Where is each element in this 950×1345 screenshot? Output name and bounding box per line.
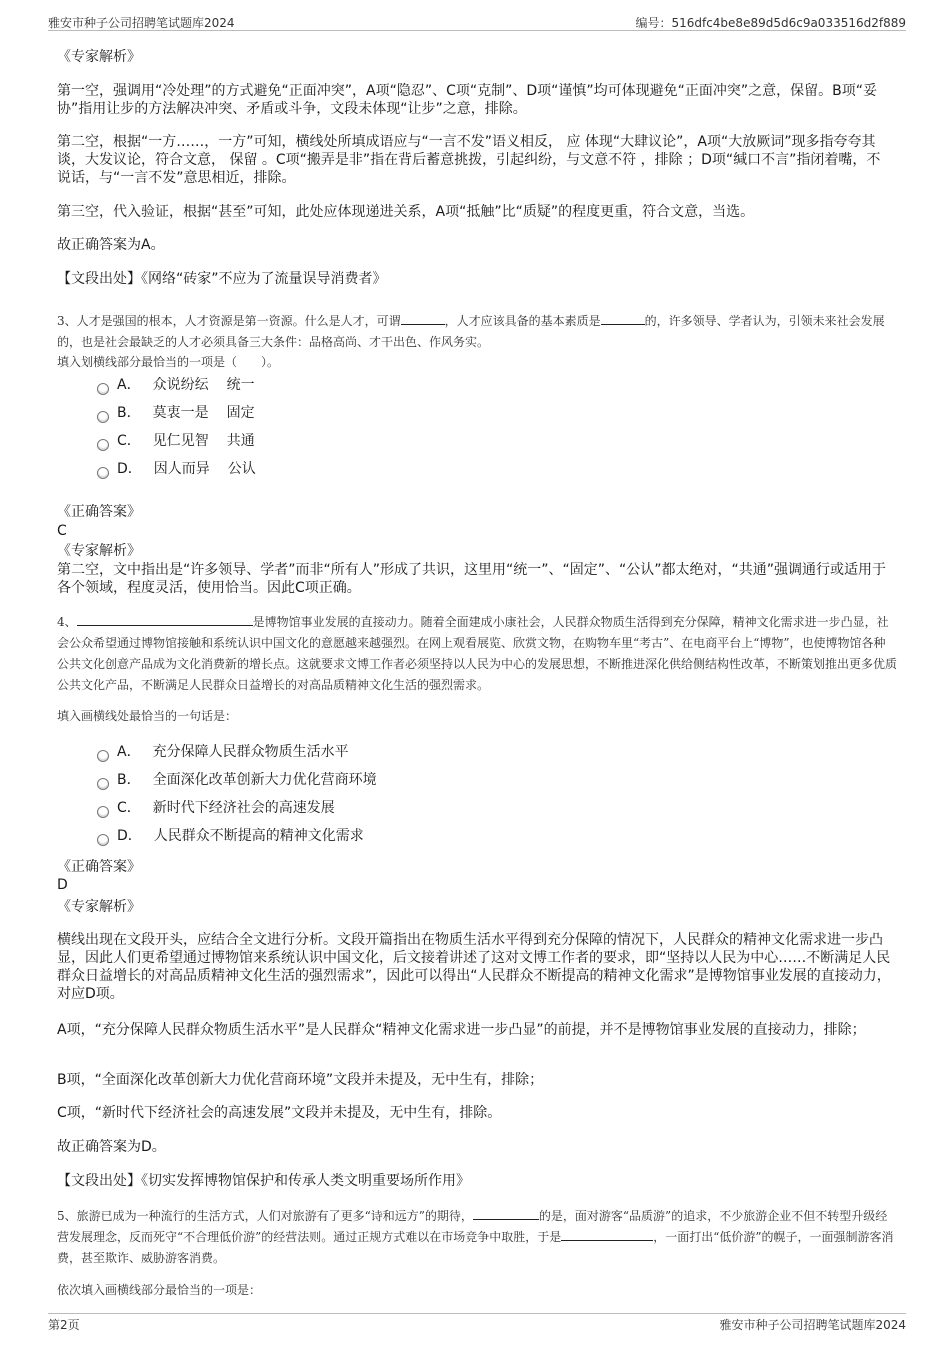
- q3-text-c: 的，许多领导、学者认为，引领未来社会发展的，也是社会最缺乏的人才必须具备三大条件：品格高尚、才干出色、作风务实。: [57, 314, 885, 349]
- q4-analysis-label: 《专家解析》: [57, 899, 141, 915]
- q4-answer-label: 《正确答案》: [57, 859, 141, 875]
- q4-answer-line: 故正确答案为D。: [57, 1139, 166, 1155]
- q3-analysis-label: 《专家解析》: [57, 543, 141, 559]
- q4-blank: [77, 613, 253, 626]
- q4-analysis-p3: B项，“全面深化改革创新大力优化营商环境”文段并未提及，无中生有，排除；: [57, 1072, 544, 1088]
- q4-option-a[interactable]: A． 充分保障人民群众物质生活水平: [97, 743, 349, 763]
- footer-title: 雅安市种子公司招聘笔试题库2024: [719, 1318, 906, 1332]
- q3-answer-label: 《正确答案》: [57, 504, 141, 520]
- q3-text-b: ，人才应该具备的基本素质是: [444, 314, 601, 328]
- page-footer: [48, 1313, 906, 1336]
- q4-option-d[interactable]: D． 人民群众不断提高的精神文化需求: [97, 827, 364, 847]
- radio-icon[interactable]: [97, 467, 109, 479]
- q2-analysis-label: 《专家解析》: [57, 49, 141, 65]
- header-doc-id: 编号：516dfc4be8e89d5d6c9a033516d2f889: [635, 16, 906, 30]
- q3-question: [57, 311, 897, 353]
- q4-text: 是博物馆事业发展的直接动力。随着全面建成小康社会，人民群众物质生活得到充分保障，精神文化需求进一步凸显，社会公众希望通过博物馆接触和系统认识中国文化的意愿越来越强烈。在网上观看展览、欣赏文物，在购物车里“考古”、在电商平台上“博物”，也使博物馆各种公共文化创意产品成为文化消费新的增长点。这就要求文博工作者必须坚持以人民为中心的发展思想，不断推进深化供给侧结构性改革，不断策划推出更多优质公共文化产品，不断满足人民群众日益增长的对高品质精神文化生活的强烈需求。: [57, 615, 898, 692]
- q3-prompt: 填入划横线部分最恰当的一项是（ ）。: [57, 355, 280, 369]
- q4-answer: D: [57, 877, 68, 893]
- q3-option-a[interactable]: A． 众说纷纭 统一: [97, 376, 255, 396]
- q3-option-b[interactable]: B． 莫衷一是 固定: [97, 404, 255, 424]
- page-header: [48, 10, 906, 31]
- radio-icon[interactable]: [97, 806, 109, 818]
- q3-analysis: 第二空，文中指出是“许多领导、学者”而非“所有人”形成了共识，这里用“统一”、“固定”、“公认”都太绝对，“共通”强调通行或适用于各个领域，程度灵活，使用恰当。因此C项正确。: [57, 562, 887, 596]
- q2-analysis-p2: 第二空，根据“一方……，一方”可知，横线处所填成语应与“一言不发”语义相反， 应 体现“大肆议论”，A项“大放厥词”现多指夸夸其谈，大发议论，符合文意， 保留 。C项“搬弄是非”指在背后蓄意挑拨，引起纠纷，与文意不符 ，排除 ；D项“缄口不言”指闭着嘴，不说话，与“一言不发”意思相近，排除。: [57, 134, 881, 186]
- q3-blank-1: [401, 312, 445, 325]
- q3-text-a: 3、人才是强国的根本，人才资源是第一资源。什么是人才，可谓: [57, 314, 401, 328]
- q2-analysis-p3: 第三空，代入验证，根据“甚至”可知，此处应体现递进关系，A项“抵触”比“质疑”的程度更重，符合文意，当选。: [57, 204, 755, 220]
- q4-source: 【文段出处】《切实发挥博物馆保护和传承人类文明重要场所作用》: [57, 1173, 470, 1189]
- q5-text-c: ，一面打出“低价游”的幌子，一面强制游客消费，甚至欺诈、威胁游客消费。: [57, 1230, 894, 1265]
- q5-blank-2: [561, 1228, 653, 1241]
- radio-icon[interactable]: [97, 778, 109, 790]
- q4-question: 4、 是博物馆事业发展的直接动力。随着全面建成小康社会，人民群众物质生活得到充分保障，精神文化需求进一步凸显，社会公众希望通过博物馆接触和系统认识中国文化的意愿越来越强烈。在网上观看展览、欣赏文物，在购物车里“考古”、在电商平台上“博物”，也使博物馆各种公共文化创意产品成为文化消费新的增长点。这就要求文博工作者必须坚持以人民为中心的发展思想，不断推进深化供给侧结构性改革，不断策划推出更多优质公共文化产品，不断满足人民群众日益增长的对高品质精神文化生活的强烈需求。: [57, 615, 898, 692]
- q3-answer: C: [57, 523, 67, 539]
- q4-option-c[interactable]: C． 新时代下经济社会的高速发展: [97, 799, 335, 819]
- q5-text-a: 5、旅游已成为一种流行的生活方式，人们对旅游有了更多“诗和远方”的期待，: [57, 1209, 473, 1223]
- q5-prompt: 依次填入画横线部分最恰当的一项是：: [57, 1283, 262, 1297]
- radio-icon[interactable]: [97, 834, 109, 846]
- radio-icon[interactable]: [97, 750, 109, 762]
- q3-option-c[interactable]: C． 见仁见智 共通: [97, 432, 255, 452]
- header-title: 雅安市种子公司招聘笔试题库2024: [48, 16, 235, 30]
- radio-icon[interactable]: [97, 411, 109, 423]
- radio-icon[interactable]: [97, 439, 109, 451]
- q4-prompt: 填入画横线处最恰当的一句话是：: [57, 709, 238, 723]
- q5-text-b: 的是，面对游客“品质游”的追求，不少旅游企业不但不转型升级经营发展理念，反而死守“不合理低价游”的经营法则。通过正规方式难以在市场竞争中取胜，于是: [57, 1209, 888, 1244]
- q4-analysis-p4: C项，“新时代下经济社会的高速发展”文段并未提及，无中生有，排除。: [57, 1105, 502, 1121]
- q3-blank-2: [601, 312, 645, 325]
- q5-blank-1: [473, 1207, 539, 1220]
- q5-question: [57, 1206, 897, 1269]
- q4-option-b[interactable]: B． 全面深化改革创新大力优化营商环境: [97, 771, 377, 791]
- q2-source: 【文段出处】《网络“砖家”不应为了流量误导消费者》: [57, 271, 387, 287]
- q2-answer-line: 故正确答案为A。: [57, 237, 165, 253]
- radio-icon[interactable]: [97, 383, 109, 395]
- q4-analysis-p1: 横线出现在文段开头，应结合全文进行分析。文段开篇指出在物质生活水平得到充分保障的情况下，人民群众的精神文化需求进一步凸显，因此人们更希望通过博物馆来系统认识中国文化，后文接着讲述了这对文博工作者的要求，即“坚持以人民为中心……不断满足人民群众日益增长的对高品质精神文化生活的强烈需求”，因此可以得出“人民群众不断提高的精神文化需求”是博物馆事业发展的直接动力，对应D项。: [57, 932, 891, 1002]
- q4-analysis-p2: A项，“充分保障人民群众物质生活水平”是人民群众“精神文化需求进一步凸显”的前提，并不是博物馆事业发展的直接动力，排除；: [57, 1022, 866, 1038]
- q2-analysis-p1: 第一空，强调用“冷处理”的方式避免“正面冲突”，A项“隐忍”、C项“克制”、D项“谨慎”均可体现避免“正面冲突”之意，保留。B项“妥协”指用让步的方法解决冲突、矛盾或斗争，文段未体现“让步”之意，排除。: [57, 83, 878, 117]
- page-number: 第2页: [48, 1318, 80, 1332]
- q3-option-d[interactable]: D． 因人而异 公认: [97, 460, 256, 480]
